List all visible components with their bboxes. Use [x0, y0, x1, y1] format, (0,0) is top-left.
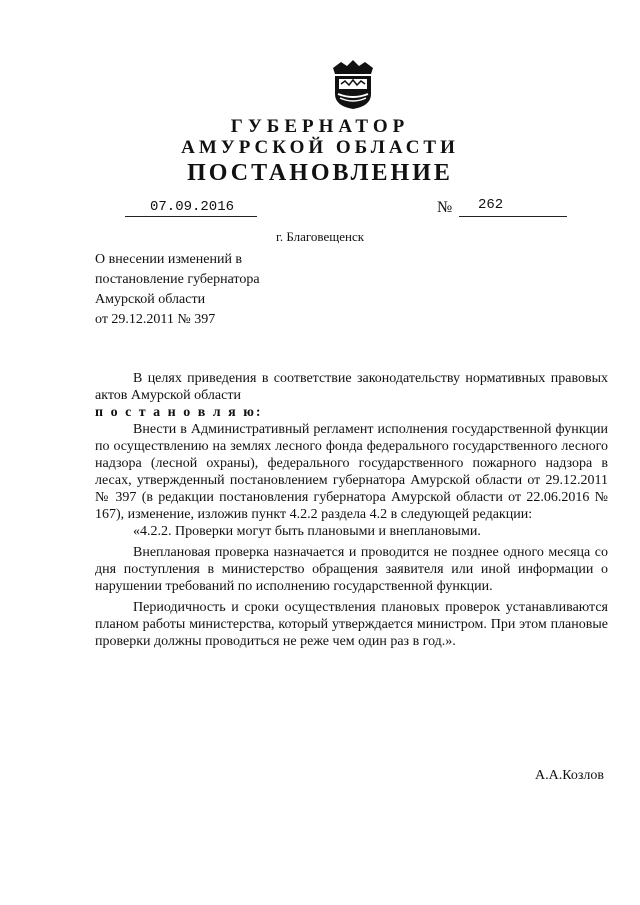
clause-paragraph: Периодичность и сроки осуществления плановых проверок устанавливаются планом работы министерства, который утверждается министром. При этом плановые проверки должны проводиться не реже чем один раз в год.».: [95, 600, 608, 649]
amendment-paragraph: Внести в Административный регламент исполнения государственной функции по осуществлению на землях лесного фонда федерального государственного лесного надзора (лесной охраны), федерального государственного пожарного надзора в лесах, утвержденный постановлением губернатора Амурской области от 29.12.2011 № 397 (в редакции постановления губернатора Амурской области от 22.06.2016 № 167), изменение, изложив пункт 4.2.2 раздела 4.2 в следующей редакции:: [95, 422, 608, 522]
document-body: [95, 370, 608, 650]
number-underline: [459, 216, 567, 217]
preamble-paragraph: В целях приведения в соответствие законодательству нормативных правовых актов Амурской области: [95, 371, 608, 403]
document-type: ПОСТАНОВЛЕНИЕ: [187, 160, 453, 186]
subject-line: Амурской области: [95, 292, 206, 307]
clause-paragraph: Внеплановая проверка назначается и проводится не позднее одного месяца со дня поступления в министерство обращения заявителя или иной информации о нарушении требований по исполнению государственной функции.: [95, 545, 608, 594]
document-number: 262: [478, 197, 504, 213]
coat-of-arms-icon: [329, 58, 377, 110]
resolution-keyword: п о с т а н о в л я ю:: [95, 405, 263, 420]
signatory-name: А.А.Козлов: [535, 768, 604, 783]
subject-line: от 29.12.2011 № 397: [95, 312, 216, 327]
issuer-region: АМУРСКОЙ ОБЛАСТИ: [181, 137, 459, 158]
document-date: 07.09.2016: [150, 199, 235, 215]
issuer-title: ГУБЕРНАТОР: [230, 116, 410, 137]
subject-line: О внесении изменений в: [95, 252, 243, 267]
subject-line: постановление губернатора: [95, 272, 260, 287]
number-sign: №: [437, 199, 453, 216]
document-subject: [95, 250, 355, 330]
issue-city: г. Благовещенск: [275, 229, 365, 244]
clause-paragraph: «4.2.2. Проверки могут быть плановыми и внеплановыми.: [133, 524, 481, 539]
date-underline: [125, 216, 257, 217]
